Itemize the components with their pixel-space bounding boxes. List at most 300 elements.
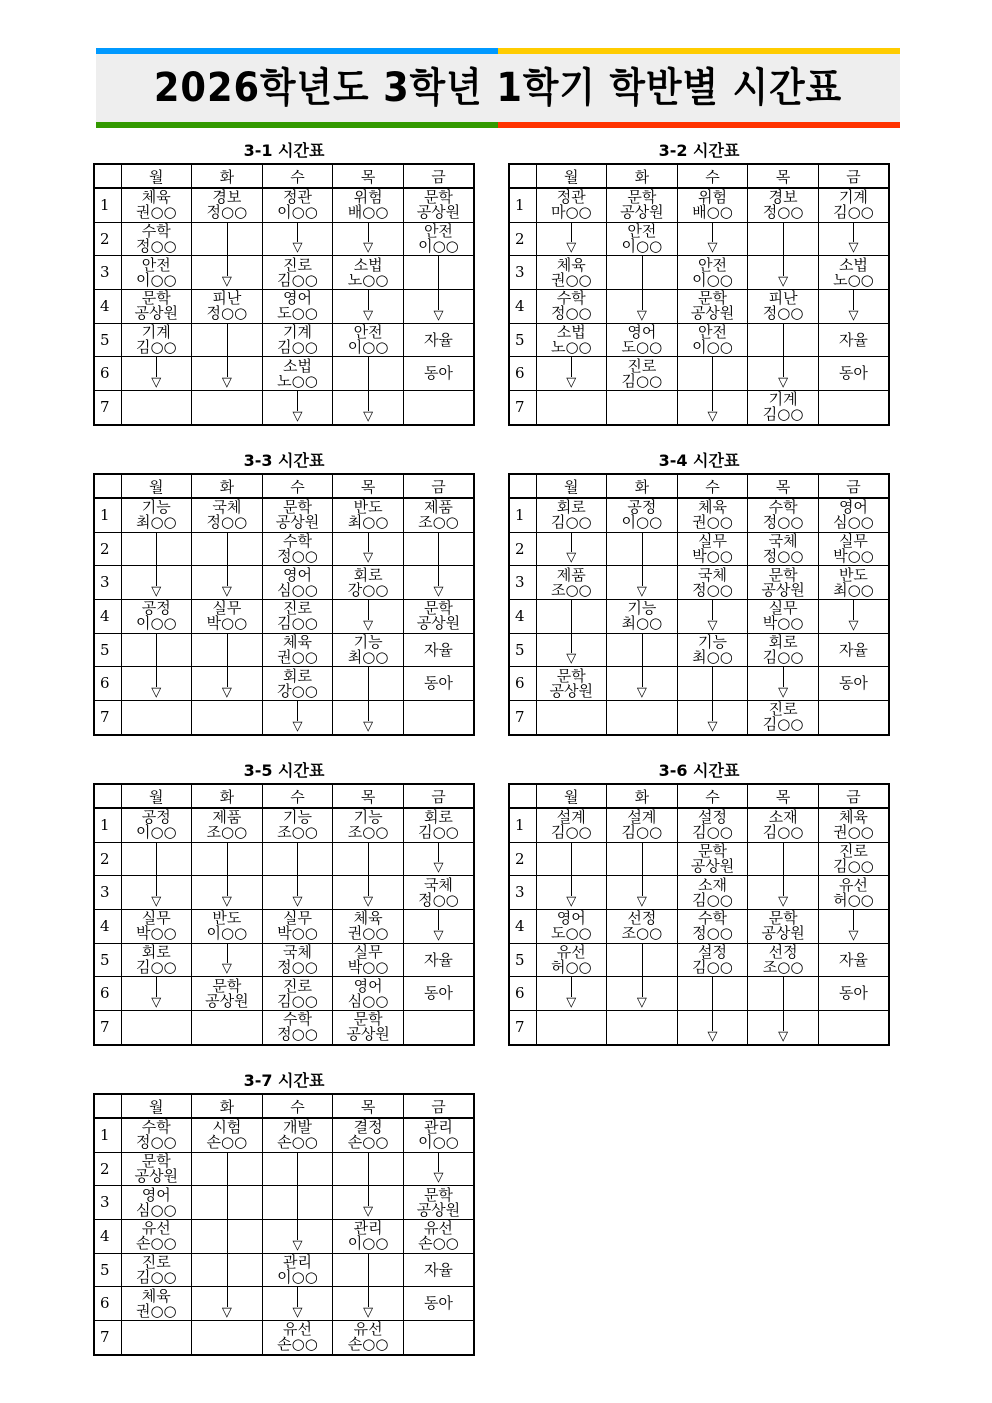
header-row <box>94 474 474 498</box>
subject-cell <box>818 357 889 391</box>
subject-cell <box>818 498 889 532</box>
subject-cell <box>403 876 474 910</box>
period-number: 4 <box>509 600 536 634</box>
subject-teacher: 안전 이○○ <box>621 222 663 256</box>
empty-cell <box>536 391 607 425</box>
subject-cell <box>677 532 748 566</box>
continuation-line <box>783 843 784 876</box>
continuation-cell <box>192 1152 263 1186</box>
empty-cell <box>192 391 263 425</box>
subject-teacher: 문학 공상원 <box>134 1152 179 1186</box>
continuation-end-cell <box>262 876 333 910</box>
subject-teacher: 자율 <box>838 330 868 349</box>
continuation-end-cell <box>262 391 333 425</box>
continuation-end-cell <box>121 566 192 600</box>
subject-teacher: 영어 심○○ <box>135 1185 177 1219</box>
continuation-end-cell <box>192 943 263 977</box>
continuation-end-cell <box>748 357 819 391</box>
subject-cell <box>748 701 819 735</box>
subject-cell <box>677 842 748 876</box>
empty-cell <box>192 701 263 735</box>
period-number: 7 <box>94 1321 121 1355</box>
continuation-line <box>227 843 228 876</box>
continuation-line <box>368 667 369 700</box>
subject-cell <box>818 566 889 600</box>
day-header: 화 <box>192 1094 263 1118</box>
empty-cell <box>121 1321 192 1355</box>
continuation-line <box>156 533 157 566</box>
subject-cell <box>403 600 474 634</box>
subject-teacher: 문학 공상원 <box>416 1185 461 1219</box>
subject-teacher: 수학 정○○ <box>135 222 177 256</box>
subject-cell <box>121 188 192 222</box>
subject-teacher: 자율 <box>423 950 453 969</box>
corner-cell <box>509 474 536 498</box>
subject-cell <box>818 977 889 1011</box>
subject-teacher: 문학 공상원 <box>275 498 320 532</box>
down-triangle-icon: ▽ <box>363 1305 374 1321</box>
subject-cell <box>818 842 889 876</box>
subject-cell <box>333 1321 404 1355</box>
empty-cell <box>121 701 192 735</box>
subject-cell <box>677 323 748 357</box>
continuation-line <box>642 843 643 876</box>
subject-cell <box>192 1118 263 1152</box>
timetable-grid <box>93 473 475 736</box>
continuation-line <box>438 256 439 289</box>
subject-cell <box>818 323 889 357</box>
continuation-cell <box>333 1152 404 1186</box>
continuation-cell <box>192 633 263 667</box>
subject-cell <box>121 1152 192 1186</box>
class-timetable <box>508 761 890 1046</box>
continuation-cell <box>121 633 192 667</box>
continuation-end-cell <box>192 876 263 910</box>
continuation-cell <box>192 1253 263 1287</box>
subject-cell <box>121 256 192 290</box>
period-row <box>94 1011 474 1045</box>
subject-teacher: 영어 도○○ <box>621 323 663 357</box>
subject-teacher: 체육 권○○ <box>833 808 874 842</box>
period-row <box>94 1253 474 1287</box>
down-triangle-icon: ▽ <box>707 718 718 734</box>
period-number: 6 <box>94 977 121 1011</box>
subject-teacher: 유선 허○○ <box>833 875 874 909</box>
down-triangle-icon: ▽ <box>778 1028 789 1044</box>
continuation-end-cell <box>333 701 404 735</box>
subject-cell <box>262 256 333 290</box>
period-row <box>509 290 889 324</box>
period-row <box>94 1321 474 1355</box>
subject-teacher: 실무 박○○ <box>833 532 874 566</box>
period-row <box>509 188 889 222</box>
down-triangle-icon: ▽ <box>221 685 232 701</box>
down-triangle-icon: ▽ <box>566 240 577 256</box>
continuation-cell <box>333 842 404 876</box>
continuation-end-cell <box>818 290 889 324</box>
period-row <box>509 391 889 425</box>
class-timetable <box>93 1071 475 1356</box>
period-row <box>94 910 474 944</box>
down-triangle-icon: ▽ <box>292 1305 303 1321</box>
subject-teacher: 문학 공상원 <box>690 289 735 323</box>
period-number: 2 <box>94 1152 121 1186</box>
empty-cell <box>121 1011 192 1045</box>
down-triangle-icon: ▽ <box>848 617 859 633</box>
subject-cell <box>818 532 889 566</box>
continuation-end-cell <box>536 977 607 1011</box>
subject-teacher: 자율 <box>423 640 453 659</box>
subject-cell <box>262 1011 333 1045</box>
period-row <box>94 876 474 910</box>
subject-teacher: 반도 최○○ <box>833 565 874 599</box>
subject-cell <box>403 1186 474 1220</box>
subject-cell <box>262 323 333 357</box>
subject-cell <box>262 357 333 391</box>
down-triangle-icon: ▽ <box>221 894 232 910</box>
continuation-end-cell <box>333 222 404 256</box>
continuation-line <box>712 357 713 390</box>
subject-cell <box>403 323 474 357</box>
subject-cell <box>818 876 889 910</box>
empty-cell <box>403 1011 474 1045</box>
day-header: 수 <box>262 1094 333 1118</box>
period-number: 4 <box>509 290 536 324</box>
day-header: 화 <box>192 784 263 808</box>
continuation-cell <box>333 1253 404 1287</box>
subject-teacher: 자율 <box>423 330 453 349</box>
subject-teacher: 공정 이○○ <box>621 498 663 532</box>
day-header: 월 <box>536 164 607 188</box>
continuation-cell <box>677 357 748 391</box>
down-triangle-icon: ▽ <box>566 651 577 667</box>
subject-cell <box>121 1186 192 1220</box>
subject-teacher: 체육 권○○ <box>135 1286 177 1320</box>
subject-teacher: 위험 배○○ <box>347 188 389 222</box>
period-row <box>94 323 474 357</box>
timetable-title: 3-7 시간표 <box>243 1071 325 1090</box>
corner-cell <box>509 784 536 808</box>
subject-teacher: 체육 권○○ <box>550 255 592 289</box>
timetable-grid <box>93 1093 475 1356</box>
down-triangle-icon: ▽ <box>848 927 859 943</box>
period-number: 7 <box>509 391 536 425</box>
period-number: 4 <box>94 1220 121 1254</box>
subject-teacher: 실무 박○○ <box>206 599 248 633</box>
subject-teacher: 선정 조○○ <box>621 909 663 943</box>
subject-teacher: 설정 김○○ <box>692 808 733 842</box>
subject-cell <box>262 1321 333 1355</box>
class-timetable <box>508 451 890 736</box>
subject-teacher: 안전 이○○ <box>692 255 733 289</box>
subject-teacher: 기능 최○○ <box>347 633 389 667</box>
subject-teacher: 소법 노○○ <box>833 255 874 289</box>
continuation-line <box>368 1153 369 1186</box>
continuation-end-cell <box>121 357 192 391</box>
continuation-end-cell <box>192 1287 263 1321</box>
subject-cell <box>748 566 819 600</box>
day-header: 수 <box>677 784 748 808</box>
continuation-cell <box>192 222 263 256</box>
continuation-end-cell <box>333 876 404 910</box>
day-header: 금 <box>403 784 474 808</box>
subject-teacher: 문학 공상원 <box>134 289 179 323</box>
subject-teacher: 문학 공상원 <box>205 976 249 1010</box>
period-row <box>94 532 474 566</box>
subject-teacher: 기능 최○○ <box>692 633 733 667</box>
down-triangle-icon: ▽ <box>636 685 647 701</box>
day-header: 목 <box>748 784 819 808</box>
down-triangle-icon: ▽ <box>363 1204 374 1220</box>
continuation-end-cell <box>607 667 678 701</box>
continuation-end-cell <box>677 600 748 634</box>
period-number: 4 <box>94 290 121 324</box>
banner-bar-bottom-right <box>498 122 900 128</box>
subject-cell <box>333 188 404 222</box>
continuation-cell <box>677 977 748 1011</box>
subject-teacher: 유선 손○○ <box>347 1320 389 1354</box>
continuation-line <box>368 1254 369 1287</box>
period-number: 2 <box>94 532 121 566</box>
continuation-end-cell <box>403 842 474 876</box>
subject-teacher: 문학 공상원 <box>761 909 805 943</box>
subject-cell <box>333 977 404 1011</box>
subject-cell <box>192 977 263 1011</box>
subject-teacher: 소법 노○○ <box>550 323 592 357</box>
subject-teacher: 안전 이○○ <box>692 323 733 357</box>
subject-teacher: 반도 최○○ <box>347 498 389 532</box>
subject-teacher: 영어 도○○ <box>277 289 318 323</box>
down-triangle-icon: ▽ <box>433 927 444 943</box>
continuation-cell <box>403 256 474 290</box>
empty-cell <box>818 1011 889 1045</box>
period-row <box>94 566 474 600</box>
period-number: 4 <box>94 910 121 944</box>
subject-cell <box>333 1220 404 1254</box>
banner-bar-top-right <box>498 48 900 54</box>
down-triangle-icon: ▽ <box>566 995 577 1011</box>
subject-cell <box>536 188 607 222</box>
subject-teacher: 진로 김○○ <box>621 356 663 390</box>
day-header: 수 <box>262 474 333 498</box>
subject-cell <box>536 808 607 842</box>
continuation-end-cell <box>818 600 889 634</box>
subject-teacher: 기능 조○○ <box>277 808 318 842</box>
subject-cell <box>403 498 474 532</box>
empty-cell <box>607 391 678 425</box>
period-number: 3 <box>94 1186 121 1220</box>
subject-teacher: 수학 정○○ <box>135 1118 177 1152</box>
subject-teacher: 수학 정○○ <box>277 1010 318 1044</box>
subject-teacher: 회로 김○○ <box>550 498 592 532</box>
subject-teacher: 안전 이○○ <box>418 222 459 256</box>
banner-bar-top-left <box>96 48 498 54</box>
header-row <box>94 1094 474 1118</box>
continuation-end-cell <box>607 876 678 910</box>
down-triangle-icon: ▽ <box>363 718 374 734</box>
continuation-cell <box>536 600 607 634</box>
empty-cell <box>403 391 474 425</box>
subject-cell <box>677 910 748 944</box>
subject-cell <box>192 498 263 532</box>
timetable-title: 3-2 시간표 <box>658 141 740 160</box>
subject-cell <box>536 667 607 701</box>
continuation-line <box>571 843 572 876</box>
period-row <box>509 667 889 701</box>
subject-teacher: 진로 김○○ <box>277 976 318 1010</box>
period-number: 5 <box>509 943 536 977</box>
subject-cell <box>121 1118 192 1152</box>
subject-teacher: 소재 김○○ <box>762 808 804 842</box>
period-number: 3 <box>509 566 536 600</box>
day-header: 월 <box>121 474 192 498</box>
continuation-line <box>227 533 228 566</box>
day-header: 목 <box>333 784 404 808</box>
continuation-cell <box>192 532 263 566</box>
down-triangle-icon: ▽ <box>292 408 303 424</box>
continuation-cell <box>748 222 819 256</box>
continuation-line <box>783 223 784 256</box>
period-number: 1 <box>509 808 536 842</box>
period-number: 1 <box>509 188 536 222</box>
continuation-line <box>783 977 784 1010</box>
subject-teacher: 영어 도○○ <box>550 909 592 943</box>
subject-cell <box>121 1220 192 1254</box>
continuation-end-cell <box>333 1287 404 1321</box>
subject-teacher: 실무 박○○ <box>135 909 177 943</box>
period-row <box>509 876 889 910</box>
header-row <box>509 784 889 808</box>
day-header: 금 <box>403 474 474 498</box>
subject-teacher: 진로 김○○ <box>135 1253 177 1287</box>
subject-cell <box>333 1011 404 1045</box>
subject-teacher: 문학 공상원 <box>690 842 735 876</box>
down-triangle-icon: ▽ <box>151 894 162 910</box>
timetable-title: 3-6 시간표 <box>658 761 740 780</box>
continuation-end-cell <box>403 290 474 324</box>
down-triangle-icon: ▽ <box>433 860 444 876</box>
subject-cell <box>818 188 889 222</box>
subject-teacher: 동아 <box>838 364 868 383</box>
period-row <box>94 256 474 290</box>
subject-teacher: 실무 박○○ <box>692 532 733 566</box>
period-row <box>94 977 474 1011</box>
timetable-title: 3-4 시간표 <box>658 451 740 470</box>
subject-teacher: 실무 박○○ <box>762 599 804 633</box>
period-number: 5 <box>94 633 121 667</box>
continuation-line <box>297 1186 298 1219</box>
period-row <box>509 323 889 357</box>
empty-cell <box>536 701 607 735</box>
subject-teacher: 기능 최○○ <box>135 498 177 532</box>
continuation-end-cell <box>748 667 819 701</box>
subject-cell <box>677 943 748 977</box>
subject-teacher: 문학 공상원 <box>346 1010 390 1044</box>
period-row <box>94 701 474 735</box>
subject-cell <box>403 808 474 842</box>
period-number: 2 <box>509 222 536 256</box>
subject-cell <box>121 323 192 357</box>
subject-cell <box>121 943 192 977</box>
period-number: 7 <box>94 1011 121 1045</box>
down-triangle-icon: ▽ <box>221 584 232 600</box>
day-header: 월 <box>121 1094 192 1118</box>
period-number: 7 <box>94 701 121 735</box>
period-row <box>94 1186 474 1220</box>
down-triangle-icon: ▽ <box>363 617 374 633</box>
down-triangle-icon: ▽ <box>363 550 374 566</box>
continuation-line <box>642 256 643 289</box>
down-triangle-icon: ▽ <box>707 1028 718 1044</box>
subject-teacher: 피난 정○○ <box>762 289 804 323</box>
continuation-end-cell <box>192 357 263 391</box>
subject-cell <box>262 600 333 634</box>
subject-cell <box>607 323 678 357</box>
continuation-line <box>227 1220 228 1253</box>
subject-cell <box>818 256 889 290</box>
subject-teacher: 수학 정○○ <box>692 909 733 943</box>
subject-cell <box>536 498 607 532</box>
day-header: 수 <box>262 784 333 808</box>
continuation-line <box>438 533 439 566</box>
continuation-end-cell <box>192 667 263 701</box>
subject-cell <box>748 532 819 566</box>
period-number: 1 <box>94 498 121 532</box>
subject-teacher: 위험 배○○ <box>692 188 733 222</box>
continuation-cell <box>192 1186 263 1220</box>
subject-teacher: 문학 공상원 <box>761 565 805 599</box>
period-row <box>94 290 474 324</box>
subject-teacher: 국체 정○○ <box>206 498 248 532</box>
subject-cell <box>403 633 474 667</box>
period-row <box>509 842 889 876</box>
continuation-cell <box>607 842 678 876</box>
down-triangle-icon: ▽ <box>707 617 718 633</box>
period-number: 6 <box>509 357 536 391</box>
down-triangle-icon: ▽ <box>636 584 647 600</box>
subject-teacher: 회로 김○○ <box>418 808 459 842</box>
subject-cell <box>677 633 748 667</box>
continuation-line <box>297 1153 298 1186</box>
subject-cell <box>607 910 678 944</box>
continuation-end-cell <box>748 1011 819 1045</box>
subject-teacher: 실무 박○○ <box>277 909 318 943</box>
subject-cell <box>403 1220 474 1254</box>
period-row <box>509 633 889 667</box>
subject-teacher: 유선 손○○ <box>277 1320 318 1354</box>
subject-cell <box>333 566 404 600</box>
subject-cell <box>333 633 404 667</box>
subject-cell <box>677 256 748 290</box>
subject-cell <box>262 290 333 324</box>
down-triangle-icon: ▽ <box>707 408 718 424</box>
period-number: 3 <box>509 876 536 910</box>
subject-cell <box>262 943 333 977</box>
period-number: 1 <box>509 498 536 532</box>
period-number: 5 <box>94 1253 121 1287</box>
period-row <box>94 1287 474 1321</box>
subject-cell <box>192 290 263 324</box>
page-title: 2026학년도 3학년 1학기 학반별 시간표 <box>153 65 843 111</box>
continuation-end-cell <box>403 910 474 944</box>
down-triangle-icon: ▽ <box>778 375 789 391</box>
subject-cell <box>262 667 333 701</box>
continuation-end-cell <box>121 876 192 910</box>
subject-teacher: 소법 노○○ <box>347 255 389 289</box>
down-triangle-icon: ▽ <box>292 1237 303 1253</box>
day-header: 월 <box>536 474 607 498</box>
empty-cell <box>607 1011 678 1045</box>
